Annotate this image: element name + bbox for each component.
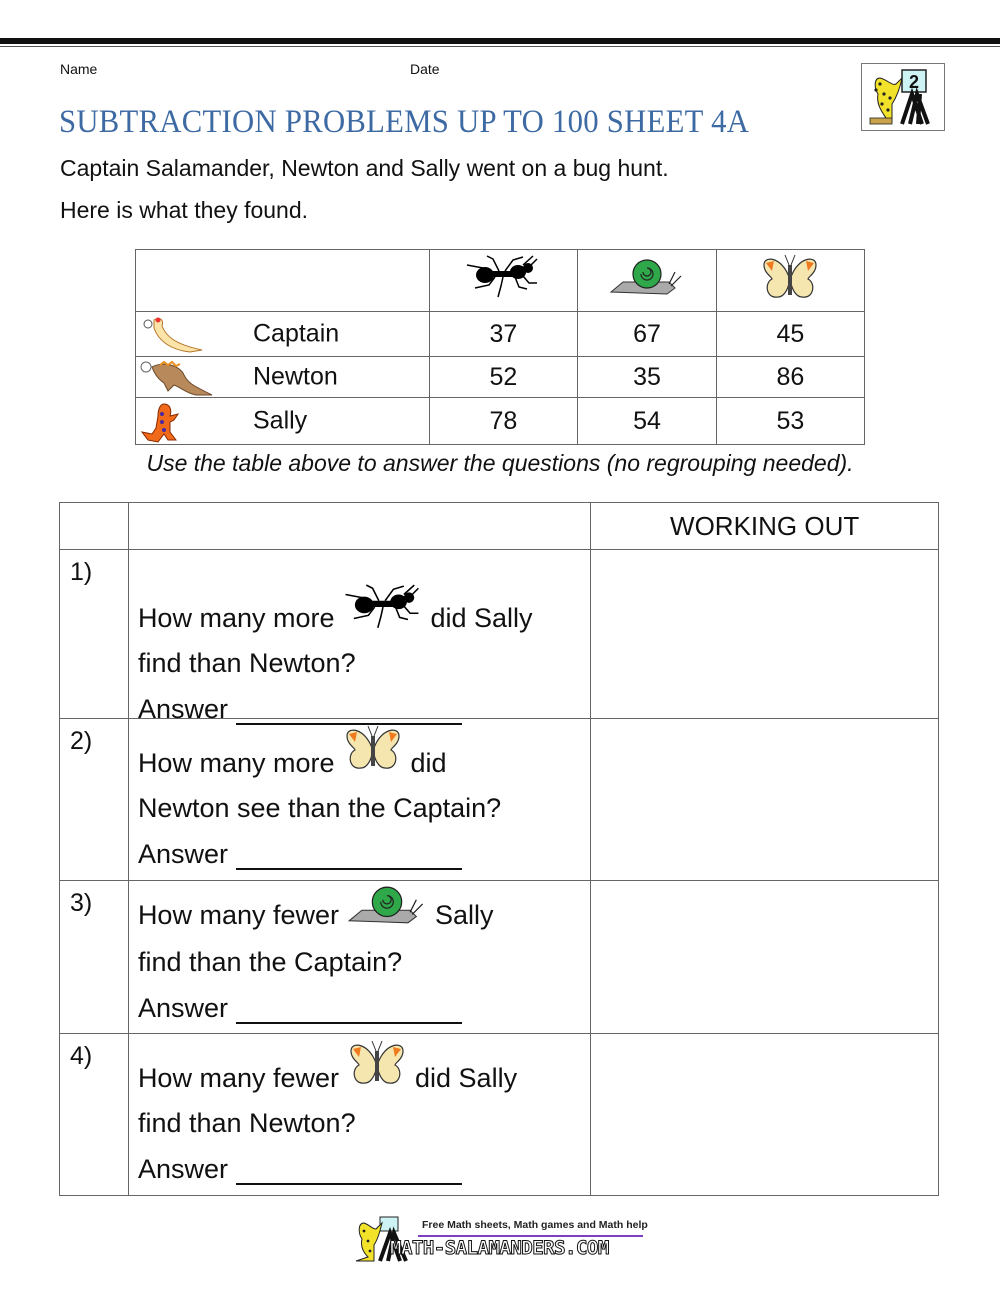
cell-butterflies: 86	[716, 357, 864, 398]
question-line-2: find than Newton?	[137, 648, 356, 678]
cell-butterflies: 53	[716, 398, 864, 445]
question-row	[60, 881, 939, 1034]
answer-blank[interactable]	[236, 1161, 462, 1185]
answer-blank[interactable]	[236, 846, 462, 870]
header-number-cell	[60, 503, 129, 550]
snail-icon	[607, 256, 687, 298]
answer-line: Answer	[138, 1154, 462, 1185]
cell-butterflies: 45	[716, 312, 864, 357]
working-out-header: WORKING OUT	[591, 503, 939, 550]
header-question-cell	[128, 503, 590, 550]
svg-text:2: 2	[908, 72, 920, 92]
working-out-area[interactable]	[591, 550, 939, 719]
intro-line-2: Here is what they found.	[60, 197, 309, 223]
ant-icon	[463, 253, 543, 301]
questions-header-row	[60, 503, 939, 550]
butterfly-icon	[347, 1038, 407, 1088]
question-row	[60, 719, 939, 881]
table-row	[136, 357, 865, 398]
ant-icon	[343, 582, 423, 632]
cell-ants: 78	[429, 398, 578, 445]
table-row	[136, 312, 865, 357]
cell-snails: 54	[578, 398, 717, 445]
top-rule-thin	[0, 46, 1000, 47]
header-blank-cell	[136, 250, 430, 312]
captain-salamander-icon	[140, 314, 210, 354]
newton-salamander-icon	[140, 359, 215, 397]
question-row	[60, 550, 939, 719]
question-line-1: How many fewer did Sally	[138, 1038, 517, 1094]
grade-logo	[861, 63, 945, 131]
cell-snails: 67	[578, 312, 717, 357]
page-title: SUBTRACTION PROBLEMS UP TO 100 SHEET 4A	[59, 104, 750, 140]
butterfly-icon	[760, 252, 820, 302]
row-name: Sally	[253, 406, 308, 435]
sally-salamander-icon	[140, 400, 188, 444]
footer-site-link[interactable]: MATH-SALAMANDERS.COM	[390, 1237, 609, 1259]
working-out-area[interactable]	[591, 1034, 939, 1196]
question-line-2: Newton see than the Captain?	[137, 793, 502, 823]
bug-count-table	[135, 249, 865, 445]
question-row	[60, 1034, 939, 1196]
working-out-area[interactable]	[591, 719, 939, 881]
question-number: 4)	[60, 1034, 129, 1196]
table-row	[136, 398, 865, 445]
question-number: 1)	[60, 550, 129, 719]
question-line-1: How many more did	[138, 723, 447, 779]
name-label: Name	[60, 61, 98, 77]
row-name: Newton	[253, 362, 338, 391]
footer-logo[interactable]	[350, 1215, 650, 1265]
date-label: Date	[410, 61, 440, 77]
butterfly-icon	[343, 723, 403, 773]
working-out-area[interactable]	[591, 881, 939, 1034]
answer-line: Answer	[138, 839, 462, 870]
question-number: 3)	[60, 881, 129, 1034]
answer-blank[interactable]	[236, 1000, 462, 1024]
header-snails	[578, 250, 717, 312]
table-header-row	[136, 250, 865, 312]
salamander-easel-icon	[862, 64, 946, 132]
instruction-text: Use the table above to answer the questions (no regrouping needed).	[146, 450, 854, 476]
question-line-1: How many more did Sally	[138, 582, 533, 634]
question-number: 2)	[60, 719, 129, 881]
snail-icon	[347, 883, 427, 927]
answer-line: Answer	[138, 694, 462, 725]
intro-line-1: Captain Salamander, Newton and Sally went on a bug hunt.	[60, 155, 669, 181]
header-ants	[429, 250, 578, 312]
header-butterflies	[716, 250, 864, 312]
answer-line: Answer	[138, 993, 462, 1024]
questions-table	[59, 502, 939, 1196]
footer-tagline: Free Math sheets, Math games and Math help	[422, 1219, 648, 1231]
question-line-2: find than Newton?	[137, 1108, 356, 1138]
cell-ants: 52	[429, 357, 578, 398]
row-name: Captain	[253, 319, 340, 348]
cell-ants: 37	[429, 312, 578, 357]
question-line-2: find than the Captain?	[137, 947, 403, 977]
cell-snails: 35	[578, 357, 717, 398]
question-line-1: How many fewer Sally	[138, 883, 494, 931]
top-rule	[0, 38, 1000, 44]
